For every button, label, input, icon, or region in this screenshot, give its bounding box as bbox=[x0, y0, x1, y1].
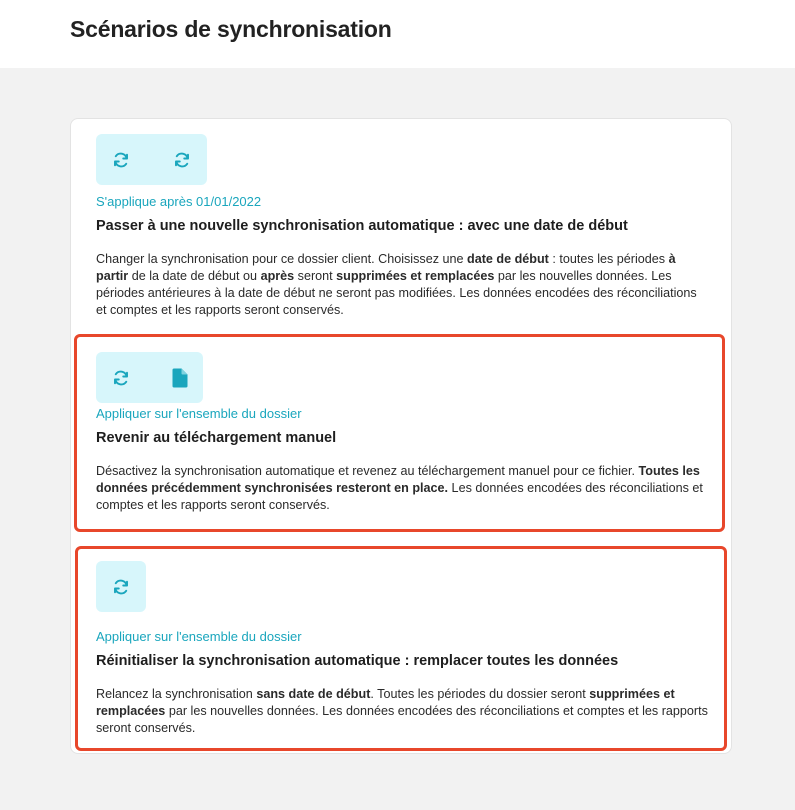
sync-icon bbox=[112, 151, 130, 169]
page-header bbox=[0, 0, 795, 68]
description-emphasis: date de début bbox=[467, 252, 549, 266]
description-text: . Toutes les périodes du dossier seront bbox=[370, 687, 590, 701]
scenario-icon-box bbox=[96, 134, 207, 185]
description-text: Les données encodées des réconciliations et comptes et les rapports seront conservés. bbox=[96, 481, 703, 512]
scenario-description bbox=[96, 686, 708, 737]
description-emphasis: après bbox=[260, 269, 295, 283]
description-text: seront bbox=[294, 269, 337, 283]
file-icon bbox=[173, 368, 188, 387]
description-text: Désactivez la synchronisation automatique et revenez au téléchargement manuel pour ce fichier. bbox=[96, 464, 639, 478]
sync-icon bbox=[112, 369, 130, 387]
scenario-reset-sync[interactable] bbox=[75, 546, 727, 751]
description-text: : toutes les périodes bbox=[548, 252, 669, 266]
description-emphasis: sans date de début bbox=[256, 687, 371, 701]
scenario-description bbox=[96, 463, 708, 514]
scenario-manual-download[interactable] bbox=[74, 334, 725, 532]
sync-icon bbox=[112, 578, 130, 596]
scenario-start-date[interactable] bbox=[96, 134, 716, 334]
scenario-description bbox=[96, 251, 708, 319]
description-text: Relancez la synchronisation bbox=[96, 687, 257, 701]
scenario-title: Passer à une nouvelle synchronisation automatique : avec une date de début bbox=[96, 218, 628, 234]
description-text: Changer la synchronisation pour ce dossier client. Choisissez une bbox=[96, 252, 468, 266]
scenario-meta: S'applique après 01/01/2022 bbox=[96, 194, 262, 209]
scenario-title: Revenir au téléchargement manuel bbox=[96, 430, 337, 446]
description-text: de la date de début ou bbox=[128, 269, 261, 283]
description-emphasis: à partir bbox=[96, 252, 676, 283]
scenarios-card bbox=[70, 118, 732, 754]
scenario-meta: Appliquer sur l'ensemble du dossier bbox=[96, 629, 302, 644]
scenario-meta: Appliquer sur l'ensemble du dossier bbox=[96, 406, 302, 421]
scenario-icon-box bbox=[96, 561, 146, 612]
description-text: par les nouvelles données. Les périodes antérieures à la date de début ne seront pas modifiées. Les données encodées des réconciliations et comptes et les rapports seront conservés. bbox=[96, 269, 697, 317]
sync-icon bbox=[173, 151, 191, 169]
description-emphasis: supprimées et remplacées bbox=[336, 269, 495, 283]
description-text: par les nouvelles données. Les données encodées des réconciliations et comptes et les rapports seront conservés. bbox=[96, 704, 708, 735]
description-emphasis: Toutes les données précédemment synchronisées resteront en place. bbox=[96, 464, 700, 495]
scenario-icon-box bbox=[96, 352, 203, 403]
description-emphasis: supprimées et remplacées bbox=[96, 687, 675, 718]
page-title: Scénarios de synchronisation bbox=[70, 16, 392, 42]
scenario-title: Réinitialiser la synchronisation automatique : remplacer toutes les données bbox=[96, 653, 619, 669]
